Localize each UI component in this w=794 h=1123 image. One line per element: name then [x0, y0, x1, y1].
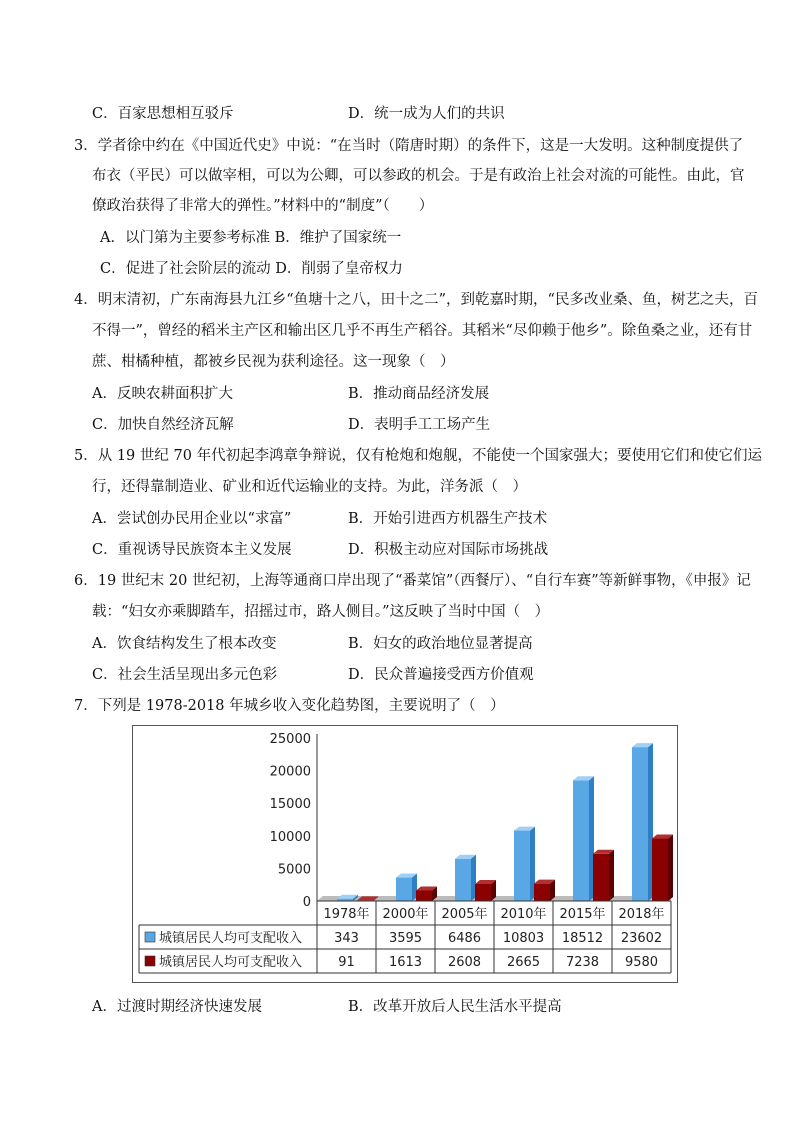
legend-label: 城镇居民人均可支配收入	[159, 955, 303, 970]
table-cell-value: 23602	[620, 931, 663, 946]
y-tick-label: 5000	[277, 862, 311, 878]
q4-option-d: D．表明手工工场产生	[348, 417, 491, 433]
q4-stem-line3: 蔗、柑橘种植，都被乡民视为获利途径。这一现象（ ）	[92, 354, 455, 370]
table-cell-value: 343	[334, 931, 359, 946]
q3-stem-line1: 3．学者徐中约在《中国近代史》中说：“在当时（隋唐时期）的条件下，这是一大发明。这种制度提供了	[74, 138, 744, 154]
bar-1-1	[416, 890, 432, 901]
bar-1-4	[593, 854, 609, 901]
legend-swatch	[145, 932, 155, 942]
y-tick-label: 0	[302, 895, 311, 910]
q3-options-ab: A．以门第为主要参考标准 B．维护了国家统一	[100, 230, 402, 246]
table-cell-value: 9580	[624, 955, 659, 970]
y-tick-label: 25000	[269, 732, 311, 747]
bar-1-2	[475, 884, 491, 901]
q6-option-a: A．饮食结构发生了根本改变	[92, 636, 277, 652]
bar-1-5	[652, 839, 668, 901]
q6-stem-line1: 6．19 世纪末 20 世纪初，上海等通商口岸出现了“番菜馆”（西餐厅）、“自行车赛”等新鲜事物，《申报》记	[74, 573, 751, 589]
x-category-label: 1978年	[323, 907, 370, 922]
q6-option-d: D．民众普遍接受西方价值观	[348, 667, 534, 683]
table-cell-value: 10803	[502, 931, 545, 946]
q4-option-c: C．加快自然经济瓦解	[92, 417, 234, 433]
q3-stem-line3: 僚政治获得了非常大的弹性。”材料中的“制度”（ ）	[92, 198, 434, 214]
q6-option-b: B．妇女的政治地位显著提高	[348, 636, 533, 652]
income-chart-svg	[133, 726, 676, 981]
bar-0-1	[396, 878, 412, 901]
q3-stem-line2: 布衣（平民）可以做宰相，可以为公卿，可以参政的机会。于是有政治上社会对流的可能性。由此，官	[92, 168, 745, 184]
q4-stem-line1: 4．明末清初，广东南海县九江乡“鱼塘十之八，田十之二”，到乾嘉时期，“民多改业桑、鱼，树艺之夫，百	[74, 292, 758, 308]
income-chart	[132, 725, 678, 983]
q3-options-cd: C．促进了社会阶层的流动 D．削弱了皇帝权力	[100, 261, 403, 277]
bar-0-2	[455, 859, 471, 901]
legend-label: 城镇居民人均可支配收入	[159, 931, 303, 946]
y-tick-label: 15000	[269, 797, 311, 813]
q5-option-a: A．尝试创办民用企业以“求富”	[92, 511, 292, 527]
table-cell-value: 2665	[506, 955, 541, 970]
q5-option-b: B．开始引进西方机器生产技术	[348, 511, 548, 527]
q5-stem-line2: 行，还得靠制造业、矿业和近代运输业的支持。为此，洋务派（ ）	[92, 479, 527, 495]
q5-option-c: C．重视诱导民族资本主义发展	[92, 542, 292, 558]
bar-side-1-5	[668, 835, 673, 901]
q5-option-d: D．积极主动应对国际市场挑战	[348, 542, 549, 558]
table-cell-value: 3595	[388, 931, 423, 946]
bar-side-1-4	[609, 850, 614, 901]
table-cell-value: 2608	[447, 955, 482, 970]
table-cell-value: 91	[338, 955, 355, 970]
q5-stem-line1: 5．从 19 世纪 70 年代初起李鸿章争辩说，仅有枪炮和炮舰，不能使一个国家强大；要使用它们和使它们运	[74, 448, 763, 464]
table-cell-value: 6486	[447, 931, 482, 946]
q4-option-a: A．反映农耕面积扩大	[92, 386, 233, 402]
x-category-label: 2015年	[559, 907, 606, 922]
q2-option-d: D．统一成为人们的共识	[348, 106, 505, 122]
table-cell-value: 1613	[388, 955, 423, 970]
bar-0-5	[632, 747, 648, 901]
bar-1-3	[534, 884, 550, 901]
x-category-label: 2018年	[618, 907, 665, 922]
q6-stem-line2: 载：“妇女亦乘脚踏车，招摇过市，路人侧目。”这反映了当时中国（ ）	[92, 604, 550, 620]
q4-option-b: B．推动商品经济发展	[348, 386, 490, 402]
y-tick-label: 20000	[269, 764, 311, 780]
bar-0-4	[573, 780, 589, 901]
x-category-label: 2000年	[382, 907, 429, 922]
y-tick-label: 10000	[269, 829, 311, 845]
q7-option-a: A．过渡时期经济快速发展	[92, 999, 262, 1015]
q4-stem-line2: 不得一”，曾经的稻米主产区和输出区几乎不再生产稻谷。其稻米“尽仰赖于他乡”。除鱼桑之业，还有甘	[92, 323, 753, 339]
q2-option-c: C．百家思想相互驳斥	[92, 106, 234, 122]
table-cell-value: 7238	[565, 955, 600, 970]
x-category-label: 2005年	[441, 907, 488, 922]
q6-option-c: C．社会生活呈现出多元色彩	[92, 667, 278, 683]
table-cell-value: 18512	[561, 931, 604, 946]
legend-swatch	[145, 956, 155, 966]
bar-0-3	[514, 831, 530, 901]
q7-stem: 7．下列是 1978-2018 年城乡收入变化趋势图，主要说明了（ ）	[74, 698, 505, 714]
x-category-label: 2010年	[500, 907, 547, 922]
q7-option-b: B．改革开放后人民生活水平提高	[348, 999, 562, 1015]
